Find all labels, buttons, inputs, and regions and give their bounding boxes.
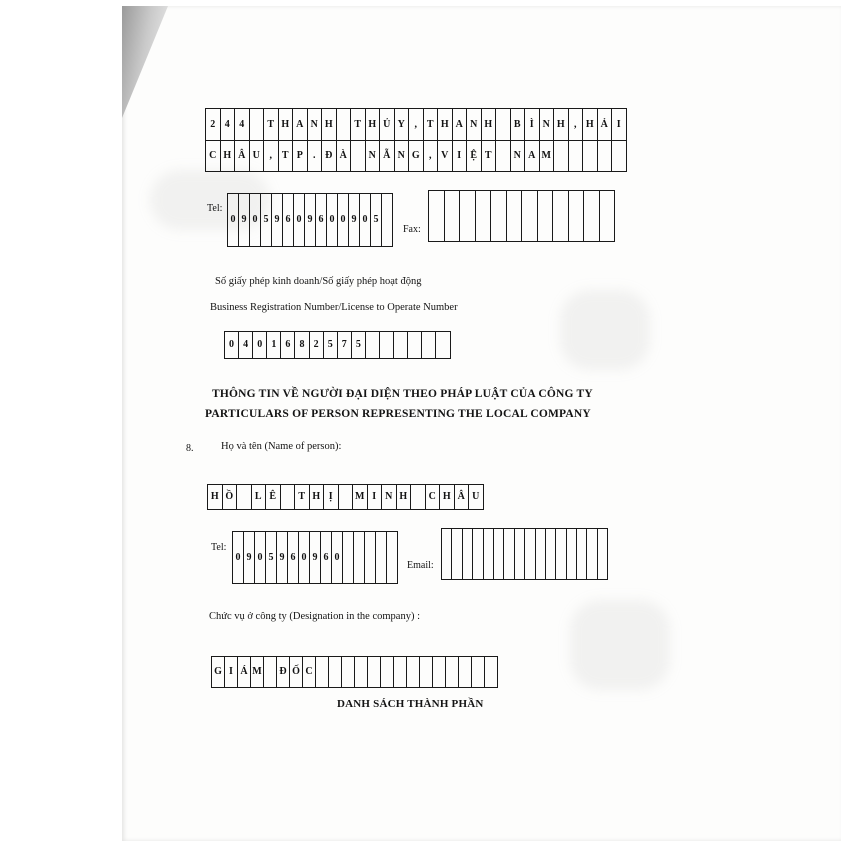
address-char-cell: , bbox=[264, 141, 279, 172]
name-char-cell: C bbox=[426, 485, 441, 510]
address-char-cell: N bbox=[467, 109, 482, 141]
name-char-cell: U bbox=[469, 485, 484, 510]
name-char-cell: M bbox=[353, 485, 368, 510]
person-tel-digit-cell bbox=[387, 532, 398, 584]
company-tel-digit-cell bbox=[382, 194, 393, 247]
license-digit-cell: 0 bbox=[225, 332, 239, 359]
designation-char-cell bbox=[420, 657, 433, 688]
person-tel-grid bbox=[232, 531, 398, 584]
company-tel-label: Tel: bbox=[207, 203, 223, 214]
email-char-cell bbox=[598, 529, 608, 580]
company-tel-digit-cell: 0 bbox=[338, 194, 349, 247]
license-digit-cell: 0 bbox=[253, 332, 267, 359]
address-char-cell: H bbox=[482, 109, 497, 141]
fax-grid bbox=[428, 190, 615, 242]
address-char-cell: M bbox=[540, 141, 555, 172]
email-char-cell bbox=[546, 529, 556, 580]
address-char-cell: H bbox=[583, 109, 598, 141]
section-title-vi: THÔNG TIN VỀ NGƯỜI ĐẠI DIỆN THEO PHÁP LUẬT CỦA CÔNG TY bbox=[212, 388, 593, 400]
company-tel-digit-cell: 0 bbox=[250, 194, 261, 247]
show-through-mark bbox=[570, 600, 670, 690]
person-name-label: Họ và tên (Name of person): bbox=[221, 441, 342, 452]
address-char-cell: Ủ bbox=[380, 109, 395, 141]
address-char-cell: Đ bbox=[322, 141, 337, 172]
license-digit-cell: 5 bbox=[352, 332, 366, 359]
fax-digit-cell bbox=[445, 191, 461, 242]
company-tel-digit-cell: 5 bbox=[371, 194, 382, 247]
name-char-cell: L bbox=[252, 485, 267, 510]
company-tel-digit-cell: 9 bbox=[305, 194, 316, 247]
address-char-cell: T bbox=[264, 109, 279, 141]
address-char-cell: N bbox=[366, 141, 381, 172]
address-char-cell: Ì bbox=[525, 109, 540, 141]
address-char-cell: I bbox=[612, 109, 627, 141]
address-char-cell: N bbox=[540, 109, 555, 141]
email-char-cell bbox=[452, 529, 462, 580]
designation-char-cell bbox=[342, 657, 355, 688]
designation-char-cell: Đ bbox=[277, 657, 290, 688]
fax-digit-cell bbox=[507, 191, 523, 242]
address-char-cell bbox=[554, 141, 569, 172]
designation-grid bbox=[211, 656, 498, 688]
address-char-cell: Y bbox=[395, 109, 410, 141]
name-char-cell: T bbox=[295, 485, 310, 510]
person-name-grid bbox=[207, 484, 484, 510]
show-through-mark bbox=[560, 290, 650, 370]
person-tel-digit-cell: 0 bbox=[332, 532, 343, 584]
name-char-cell: Ồ bbox=[223, 485, 238, 510]
fax-digit-cell bbox=[522, 191, 538, 242]
company-tel-grid bbox=[227, 193, 393, 247]
address-char-cell: Â bbox=[235, 141, 250, 172]
name-char-cell: H bbox=[397, 485, 412, 510]
address-char-cell: C bbox=[206, 141, 221, 172]
fax-digit-cell bbox=[569, 191, 585, 242]
address-char-cell: T bbox=[482, 141, 497, 172]
license-digit-cell: 4 bbox=[239, 332, 253, 359]
designation-char-cell: Ố bbox=[290, 657, 303, 688]
license-digit-cell bbox=[436, 332, 450, 359]
address-char-cell: B bbox=[511, 109, 526, 141]
designation-char-cell bbox=[368, 657, 381, 688]
address-char-cell bbox=[612, 141, 627, 172]
person-tel-digit-cell: 0 bbox=[255, 532, 266, 584]
designation-label: Chức vụ ở công ty (Designation in the company) : bbox=[209, 611, 420, 622]
company-tel-digit-cell: 0 bbox=[228, 194, 239, 247]
company-tel-digit-cell: 0 bbox=[327, 194, 338, 247]
person-tel-label: Tel: bbox=[211, 542, 227, 553]
address-char-cell bbox=[496, 141, 511, 172]
designation-char-cell: C bbox=[303, 657, 316, 688]
components-list-title: DANH SÁCH THÀNH PHẦN bbox=[337, 698, 484, 710]
address-char-cell bbox=[569, 141, 584, 172]
address-char-cell: H bbox=[322, 109, 337, 141]
email-char-cell bbox=[515, 529, 525, 580]
license-digit-cell: 8 bbox=[295, 332, 309, 359]
address-char-cell: Ệ bbox=[467, 141, 482, 172]
fax-digit-cell bbox=[553, 191, 569, 242]
address-char-cell bbox=[250, 109, 265, 141]
address-char-cell: , bbox=[409, 109, 424, 141]
address-char-cell: , bbox=[424, 141, 439, 172]
email-char-cell bbox=[536, 529, 546, 580]
email-char-cell bbox=[484, 529, 494, 580]
address-char-cell: H bbox=[221, 141, 236, 172]
address-char-cell: , bbox=[569, 109, 584, 141]
address-char-cell: A bbox=[453, 109, 468, 141]
license-digit-cell bbox=[366, 332, 380, 359]
email-char-cell bbox=[494, 529, 504, 580]
company-tel-digit-cell: 9 bbox=[272, 194, 283, 247]
address-char-cell bbox=[496, 109, 511, 141]
address-char-cell: . bbox=[308, 141, 323, 172]
person-tel-digit-cell: 9 bbox=[244, 532, 255, 584]
item-number: 8. bbox=[186, 443, 194, 454]
address-char-cell bbox=[351, 141, 366, 172]
address-char-cell: V bbox=[438, 141, 453, 172]
address-char-cell: 4 bbox=[235, 109, 250, 141]
email-char-cell bbox=[473, 529, 483, 580]
fax-digit-cell bbox=[476, 191, 492, 242]
name-char-cell bbox=[237, 485, 252, 510]
designation-char-cell: Á bbox=[238, 657, 251, 688]
designation-char-cell: I bbox=[225, 657, 238, 688]
designation-char-cell bbox=[264, 657, 277, 688]
fax-digit-cell bbox=[460, 191, 476, 242]
license-label-vi: Số giấy phép kinh doanh/Số giấy phép hoạt động bbox=[215, 276, 422, 287]
fax-digit-cell bbox=[584, 191, 600, 242]
designation-char-cell bbox=[316, 657, 329, 688]
company-tel-digit-cell: 5 bbox=[261, 194, 272, 247]
designation-char-cell bbox=[446, 657, 459, 688]
email-char-cell bbox=[556, 529, 566, 580]
email-char-cell bbox=[567, 529, 577, 580]
company-tel-digit-cell: 0 bbox=[294, 194, 305, 247]
license-digit-cell: 5 bbox=[324, 332, 338, 359]
license-label-en: Business Registration Number/License to Operate Number bbox=[210, 302, 458, 313]
address-char-cell bbox=[583, 141, 598, 172]
person-tel-digit-cell: 0 bbox=[233, 532, 244, 584]
address-char-cell: A bbox=[525, 141, 540, 172]
name-char-cell: H bbox=[440, 485, 455, 510]
designation-char-cell bbox=[355, 657, 368, 688]
fax-digit-cell bbox=[491, 191, 507, 242]
person-tel-digit-cell bbox=[376, 532, 387, 584]
designation-char-cell: M bbox=[251, 657, 264, 688]
address-char-cell: 4 bbox=[221, 109, 236, 141]
person-tel-digit-cell: 5 bbox=[266, 532, 277, 584]
address-char-cell: 2 bbox=[206, 109, 221, 141]
name-char-cell bbox=[411, 485, 426, 510]
license-digit-cell: 7 bbox=[338, 332, 352, 359]
designation-char-cell bbox=[381, 657, 394, 688]
address-char-cell: H bbox=[279, 109, 294, 141]
license-digit-cell bbox=[422, 332, 436, 359]
person-tel-digit-cell: 9 bbox=[310, 532, 321, 584]
person-tel-digit-cell: 0 bbox=[299, 532, 310, 584]
company-tel-digit-cell: 9 bbox=[349, 194, 360, 247]
email-char-cell bbox=[463, 529, 473, 580]
name-char-cell: I bbox=[368, 485, 383, 510]
email-grid bbox=[441, 528, 608, 580]
license-digit-cell bbox=[394, 332, 408, 359]
email-char-cell bbox=[504, 529, 514, 580]
designation-char-cell bbox=[394, 657, 407, 688]
address-char-cell: A bbox=[293, 109, 308, 141]
address-char-cell: Ả bbox=[598, 109, 613, 141]
license-digit-cell: 2 bbox=[310, 332, 324, 359]
designation-char-cell bbox=[329, 657, 342, 688]
address-char-cell: I bbox=[453, 141, 468, 172]
name-char-cell: Â bbox=[455, 485, 470, 510]
address-char-cell: N bbox=[395, 141, 410, 172]
fax-digit-cell bbox=[429, 191, 445, 242]
company-tel-digit-cell: 0 bbox=[360, 194, 371, 247]
person-tel-digit-cell bbox=[365, 532, 376, 584]
address-char-cell: T bbox=[279, 141, 294, 172]
designation-char-cell bbox=[433, 657, 446, 688]
address-char-cell: P bbox=[293, 141, 308, 172]
address-char-cell bbox=[337, 109, 352, 141]
license-digit-cell bbox=[380, 332, 394, 359]
email-char-cell bbox=[525, 529, 535, 580]
person-tel-digit-cell: 9 bbox=[277, 532, 288, 584]
designation-char-cell bbox=[485, 657, 498, 688]
address-char-cell: N bbox=[511, 141, 526, 172]
email-char-cell bbox=[587, 529, 597, 580]
email-char-cell bbox=[577, 529, 587, 580]
fax-label: Fax: bbox=[403, 224, 421, 235]
fax-digit-cell bbox=[538, 191, 554, 242]
address-char-cell: Ẵ bbox=[380, 141, 395, 172]
license-digit-cell: 1 bbox=[267, 332, 281, 359]
address-char-cell: G bbox=[409, 141, 424, 172]
address-char-cell: T bbox=[351, 109, 366, 141]
person-tel-digit-cell bbox=[343, 532, 354, 584]
email-label: Email: bbox=[407, 560, 434, 571]
section-title-en: PARTICULARS OF PERSON REPRESENTING THE LOCAL COMPANY bbox=[205, 408, 591, 420]
designation-char-cell bbox=[407, 657, 420, 688]
name-char-cell: Ê bbox=[266, 485, 281, 510]
person-tel-digit-cell bbox=[354, 532, 365, 584]
designation-char-cell: G bbox=[212, 657, 225, 688]
address-char-cell: À bbox=[337, 141, 352, 172]
address-char-cell: T bbox=[424, 109, 439, 141]
name-char-cell: Ị bbox=[324, 485, 339, 510]
name-char-cell: N bbox=[382, 485, 397, 510]
address-grid bbox=[205, 108, 627, 172]
designation-char-cell bbox=[472, 657, 485, 688]
license-number-grid bbox=[224, 331, 451, 359]
person-tel-digit-cell: 6 bbox=[321, 532, 332, 584]
name-char-cell: H bbox=[208, 485, 223, 510]
address-char-cell bbox=[598, 141, 613, 172]
name-char-cell bbox=[339, 485, 354, 510]
email-char-cell bbox=[442, 529, 452, 580]
company-tel-digit-cell: 9 bbox=[239, 194, 250, 247]
designation-char-cell bbox=[459, 657, 472, 688]
fax-digit-cell bbox=[600, 191, 616, 242]
company-tel-digit-cell: 6 bbox=[316, 194, 327, 247]
address-char-cell: H bbox=[438, 109, 453, 141]
name-char-cell bbox=[281, 485, 296, 510]
license-digit-cell: 6 bbox=[281, 332, 295, 359]
address-char-cell: H bbox=[366, 109, 381, 141]
address-char-cell: U bbox=[250, 141, 265, 172]
company-tel-digit-cell: 6 bbox=[283, 194, 294, 247]
address-char-cell: H bbox=[554, 109, 569, 141]
address-char-cell: N bbox=[308, 109, 323, 141]
license-digit-cell bbox=[408, 332, 422, 359]
person-tel-digit-cell: 6 bbox=[288, 532, 299, 584]
name-char-cell: H bbox=[310, 485, 325, 510]
